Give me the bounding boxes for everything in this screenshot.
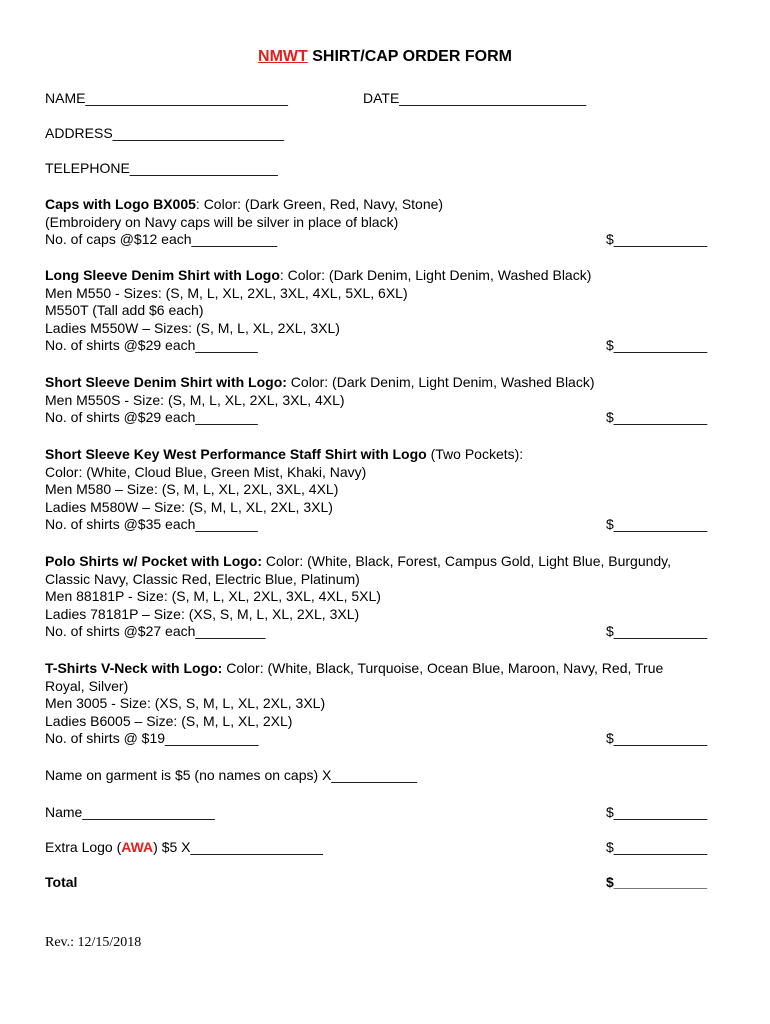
- date-field[interactable]: DATE________________________: [363, 90, 587, 106]
- name-on-garment-field[interactable]: Name on garment is $5 (no names on caps) X___________: [45, 767, 418, 783]
- key-west-heading: Short Sleeve Key West Performance Staff Shirt with Logo: [45, 446, 427, 462]
- tshirt-colors-continued: Royal, Silver): [45, 677, 129, 694]
- revision-date: Rev.: 12/15/2018: [45, 935, 142, 950]
- long-sleeve-heading: Long Sleeve Denim Shirt with Logo: [45, 267, 280, 283]
- polo-section: [45, 553, 735, 641]
- polo-quantity-field[interactable]: No. of shirts @$27 each_________: [45, 623, 266, 639]
- polo-heading: Polo Shirts w/ Pocket with Logo:: [45, 553, 263, 569]
- polo-colors: Color: (White, Black, Forest, Campus Gold, Light Blue, Burgundy,: [262, 553, 672, 569]
- tshirt-ladies-sizes: Ladies B6005 – Size: (S, M, L, XL, 2XL): [45, 712, 293, 729]
- polo-men-sizes: Men 88181P - Size: (S, M, L, XL, 2XL, 3XL, 4XL, 5XL): [45, 588, 381, 604]
- long-sleeve-section: [45, 267, 735, 355]
- short-sleeve-section: [45, 374, 735, 427]
- key-west-colors: Color: (White, Cloud Blue, Green Mist, Khaki, Navy): [45, 463, 367, 480]
- name-on-garment-row: [45, 767, 735, 784]
- key-west-pockets: (Two Pockets):: [426, 446, 524, 462]
- tshirt-heading: T-Shirts V-Neck with Logo:: [45, 660, 223, 676]
- form-title: [0, 47, 770, 67]
- caps-quantity-field[interactable]: No. of caps @$12 each___________: [45, 231, 278, 247]
- key-west-quantity-field[interactable]: No. of shirts @$35 each________: [45, 516, 258, 532]
- garment-name-field[interactable]: Name_________________: [45, 804, 215, 820]
- total-label: Total: [45, 874, 78, 890]
- name-field[interactable]: NAME__________________________: [45, 90, 288, 106]
- short-sleeve-heading: Short Sleeve Denim Shirt with Logo:: [45, 374, 287, 390]
- extra-logo-price: ) $5 X_________________: [153, 839, 323, 855]
- long-sleeve-quantity-field[interactable]: No. of shirts @$29 each________: [45, 337, 258, 353]
- tshirt-section: [45, 660, 735, 748]
- caps-colors: : Color: (Dark Green, Red, Navy, Stone): [195, 196, 444, 212]
- address-field[interactable]: ADDRESS______________________: [45, 125, 284, 141]
- key-west-amount-field[interactable]: $____________: [606, 516, 708, 532]
- polo-ladies-sizes: Ladies 78181P – Size: (XS, S, M, L, XL, 2XL, 3XL): [45, 605, 360, 622]
- extra-logo-field[interactable]: [45, 839, 323, 855]
- extra-logo-label: Extra Logo (: [45, 839, 122, 855]
- caps-heading: Caps with Logo BX005: [45, 196, 196, 212]
- polo-amount-field[interactable]: $____________: [606, 623, 708, 639]
- short-sleeve-colors: Color: (Dark Denim, Light Denim, Washed Black): [286, 374, 595, 390]
- short-sleeve-men-sizes: Men M550S - Size: (S, M, L, XL, 2XL, 3XL, 4XL): [45, 391, 345, 408]
- long-sleeve-tall-note: M550T (Tall add $6 each): [45, 302, 204, 318]
- polo-colors-continued: Classic Navy, Classic Red, Electric Blue, Platinum): [45, 570, 360, 587]
- tshirt-quantity-field[interactable]: No. of shirts @ $19____________: [45, 730, 259, 746]
- garment-name-row: [45, 804, 735, 821]
- extra-logo-awa: AWA: [121, 839, 154, 855]
- caps-section: [45, 196, 735, 249]
- extra-logo-row: [45, 839, 735, 856]
- total-row: [45, 874, 735, 891]
- long-sleeve-colors: : Color: (Dark Denim, Light Denim, Washed Black): [279, 267, 592, 283]
- long-sleeve-men-sizes: Men M550 - Sizes: (S, M, L, XL, 2XL, 3XL, 4XL, 5XL, 6XL): [45, 284, 408, 301]
- caps-amount-field[interactable]: $____________: [606, 231, 708, 247]
- key-west-section: [45, 446, 735, 534]
- title-rest: SHIRT/CAP ORDER FORM: [307, 48, 512, 65]
- extra-logo-amount-field[interactable]: $____________: [606, 839, 708, 855]
- short-sleeve-quantity-field[interactable]: No. of shirts @$29 each________: [45, 409, 258, 425]
- tshirt-amount-field[interactable]: $____________: [606, 730, 708, 746]
- short-sleeve-amount-field[interactable]: $____________: [606, 409, 708, 425]
- long-sleeve-amount-field[interactable]: $____________: [606, 337, 708, 353]
- tshirt-colors: Color: (White, Black, Turquoise, Ocean Blue, Maroon, Navy, Red, True: [222, 660, 664, 676]
- key-west-ladies-sizes: Ladies M580W – Size: (S, M, L, XL, 2XL, 3XL): [45, 498, 333, 515]
- tshirt-men-sizes: Men 3005 - Size: (XS, S, M, L, XL, 2XL, 3XL): [45, 695, 326, 711]
- total-amount-field[interactable]: $____________: [606, 874, 708, 890]
- caps-note: (Embroidery on Navy caps will be silver in place of black): [45, 213, 399, 230]
- long-sleeve-ladies-sizes: Ladies M550W – Sizes: (S, M, L, XL, 2XL, 3XL): [45, 319, 340, 336]
- garment-name-amount-field[interactable]: $____________: [606, 804, 708, 820]
- telephone-field[interactable]: TELEPHONE___________________: [45, 160, 278, 176]
- key-west-men-sizes: Men M580 – Size: (S, M, L, XL, 2XL, 3XL, 4XL): [45, 481, 339, 497]
- title-org: NMWT: [258, 48, 308, 65]
